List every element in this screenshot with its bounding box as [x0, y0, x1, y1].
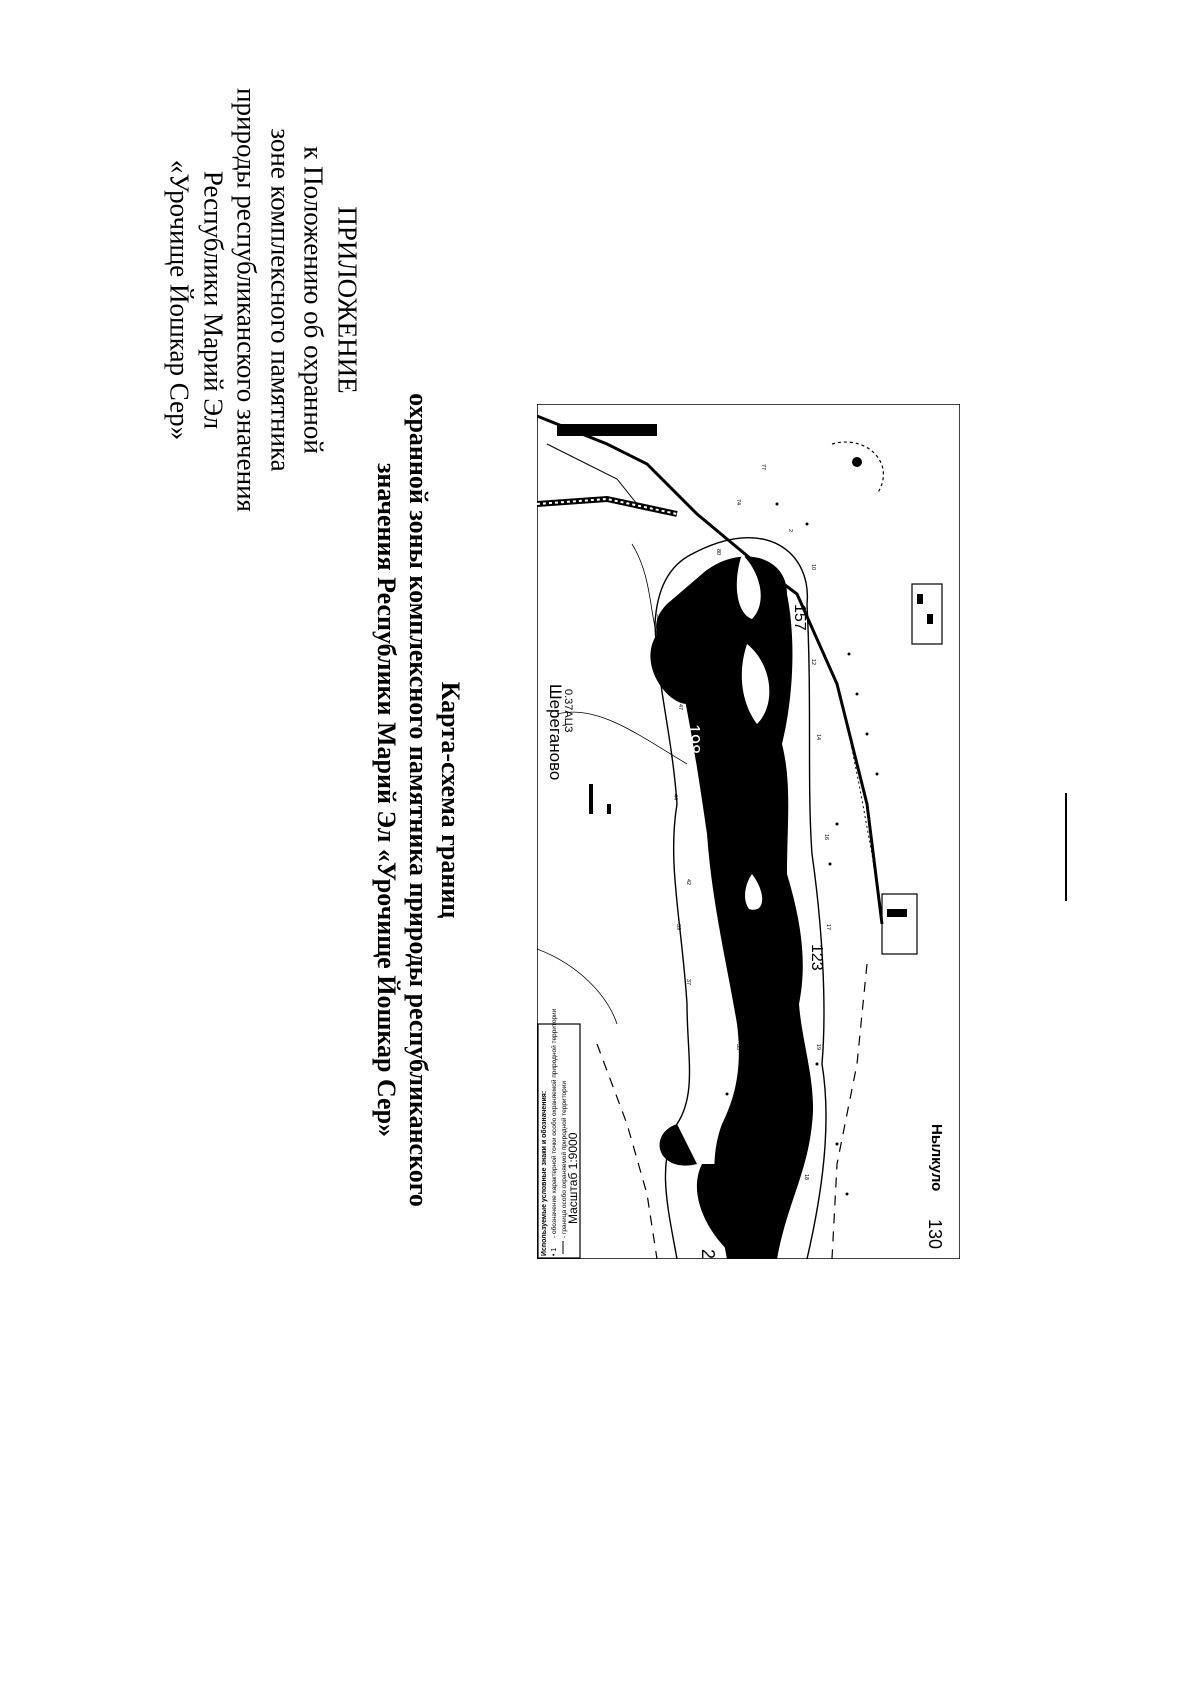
point-number: 44 — [672, 794, 678, 801]
height-123: 123 — [808, 944, 825, 971]
point-number: 10 — [810, 564, 816, 571]
point-number: 51 — [665, 639, 671, 646]
legend-item-point: - обозначение характерной точки особо охраняемой природной территории — [551, 1008, 558, 1238]
caption-line: Карта-схема границ — [436, 681, 465, 919]
point-number: 16 — [823, 834, 829, 841]
village-north-label: Шереганово — [546, 684, 565, 781]
appendix-line: к Положению об охранной — [299, 146, 329, 454]
point-number: 65 — [780, 1144, 786, 1151]
point-number: 59 — [785, 904, 791, 911]
point-number: 14 — [815, 734, 821, 741]
grid-label: 2 — [698, 1249, 718, 1259]
point-number: 2 — [787, 529, 793, 533]
legend-item-boundary: - граница особо охраняемой природной территории — [561, 1081, 568, 1238]
point-number: 37 — [685, 979, 691, 986]
caption-line: значения Республики Марий Эл «Урочище Йошкар Сер» — [372, 462, 401, 1138]
appendix-line: природы республиканского значения — [232, 88, 262, 512]
map-scheme — [537, 404, 960, 1259]
appendix-title: ПРИЛОЖЕНИЕ — [332, 206, 363, 394]
caption-line: охранной зоны комплексного памятника природы республиканского — [404, 393, 433, 1207]
point-number: 21 — [805, 1104, 811, 1111]
legend-point-symbol: • 1 — [551, 1247, 558, 1256]
appendix-block — [163, 88, 364, 512]
appendix-line: «Урочище Йошкар Сер» — [165, 159, 195, 441]
point-number: 47 — [677, 704, 683, 711]
point-number: 39 — [675, 924, 681, 931]
point-number: 74 — [735, 499, 741, 506]
point-number: 17 — [825, 924, 831, 931]
village-south-label: Нылкуло — [928, 1124, 945, 1192]
point-number: 62 — [775, 764, 781, 771]
village-north-sublabel: 0.37АЦЗ — [562, 689, 574, 733]
point-number: 77 — [760, 464, 766, 471]
point-number: 61 — [770, 834, 776, 841]
map-caption — [370, 393, 466, 1207]
point-number: 80 — [715, 549, 721, 556]
height-130: 130 — [925, 1219, 945, 1250]
height-157: 157 — [791, 604, 808, 631]
point-number: 33 — [735, 1044, 741, 1051]
divider-line — [1065, 793, 1067, 901]
map-scale: Масштаб 1:9000 — [566, 1132, 580, 1224]
legend-title: Используемые условные знаки и обозначения: — [541, 1090, 548, 1256]
point-number: 18 — [803, 1174, 809, 1181]
appendix-line: Республики Марий Эл — [198, 170, 229, 430]
point-number: 63 — [775, 1094, 781, 1101]
point-number: 58 — [793, 984, 799, 991]
point-number: 42 — [685, 879, 691, 886]
height-198: 198 — [683, 724, 703, 755]
point-number: 55 — [655, 614, 661, 621]
point-number: 19 — [815, 1044, 821, 1051]
point-number: 12 — [810, 659, 816, 666]
appendix-line: зоне комплексного памятника — [265, 128, 296, 472]
